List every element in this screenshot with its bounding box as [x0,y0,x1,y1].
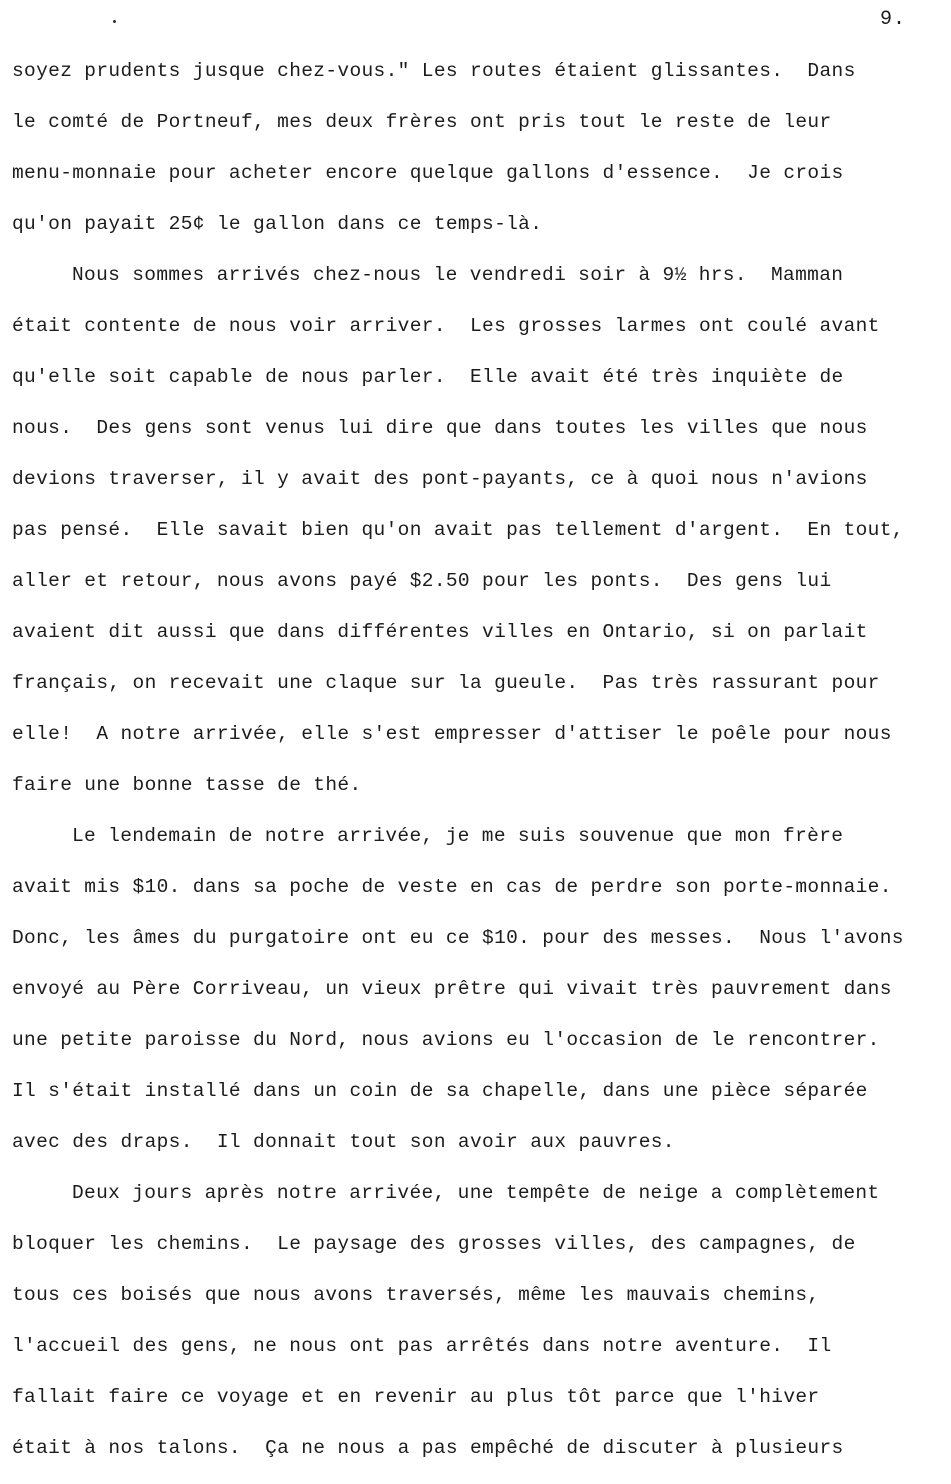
text-line: qu'on payait 25¢ le gallon dans ce temps-là. [12,213,543,235]
body-text [12,56,947,1484]
text-line: avait mis $10. dans sa poche de veste en cas de perdre son porte-monnaie. [12,876,892,898]
text-line: faire une bonne tasse de thé. [12,774,362,796]
text-line: Le lendemain de notre arrivée, je me suis souvenue que mon frère [72,825,844,847]
text-line: bloquer les chemins. Le paysage des grosses villes, des campagnes, de [12,1233,856,1255]
text-line: était à nos talons. Ça ne nous a pas empêché de discuter à plusieurs [12,1437,844,1459]
text-line: avaient dit aussi que dans différentes villes en Ontario, si on parlait [12,621,868,643]
text-line: Deux jours après notre arrivée, une tempête de neige a complètement [72,1182,880,1204]
page-number: 9. [880,8,907,31]
ink-speck [113,20,116,23]
text-line: Nous sommes arrivés chez-nous le vendredi soir à 9½ hrs. Mamman [72,264,844,286]
text-line: tous ces boisés que nous avons traversés, même les mauvais chemins, [12,1284,820,1306]
text-line: une petite paroisse du Nord, nous avions eu l'occasion de le rencontrer. [12,1029,880,1051]
text-line: l'accueil des gens, ne nous ont pas arrêtés dans notre aventure. Il [12,1335,832,1357]
text-line: menu-monnaie pour acheter encore quelque gallons d'essence. Je crois [12,162,844,184]
text-line: avec des draps. Il donnait tout son avoir aux pauvres. [12,1131,675,1153]
text-line: elle! A notre arrivée, elle s'est empresser d'attiser le poêle pour nous [12,723,892,745]
text-line: soyez prudents jusque chez-vous." Les routes étaient glissantes. Dans [12,60,856,82]
text-line: nous. Des gens sont venus lui dire que dans toutes les villes que nous [12,417,868,439]
text-line: était contente de nous voir arriver. Les grosses larmes ont coulé avant [12,315,880,337]
text-line: Donc, les âmes du purgatoire ont eu ce $10. pour des messes. Nous l'avons [12,927,904,949]
text-line: Il s'était installé dans un coin de sa chapelle, dans une pièce séparée [12,1080,868,1102]
text-line: qu'elle soit capable de nous parler. Elle avait été très inquiète de [12,366,844,388]
text-line: envoyé au Père Corriveau, un vieux prêtre qui vivait très pauvrement dans [12,978,892,1000]
text-line: pas pensé. Elle savait bien qu'on avait pas tellement d'argent. En tout, [12,519,904,541]
text-line: aller et retour, nous avons payé $2.50 pour les ponts. Des gens lui [12,570,832,592]
text-line: français, on recevait une claque sur la gueule. Pas très rassurant pour [12,672,880,694]
text-line: devions traverser, il y avait des pont-payants, ce à quoi nous n'avions [12,468,868,490]
text-line: le comté de Portneuf, mes deux frères ont pris tout le reste de leur [12,111,832,133]
text-line: fallait faire ce voyage et en revenir au plus tôt parce que l'hiver [12,1386,820,1408]
